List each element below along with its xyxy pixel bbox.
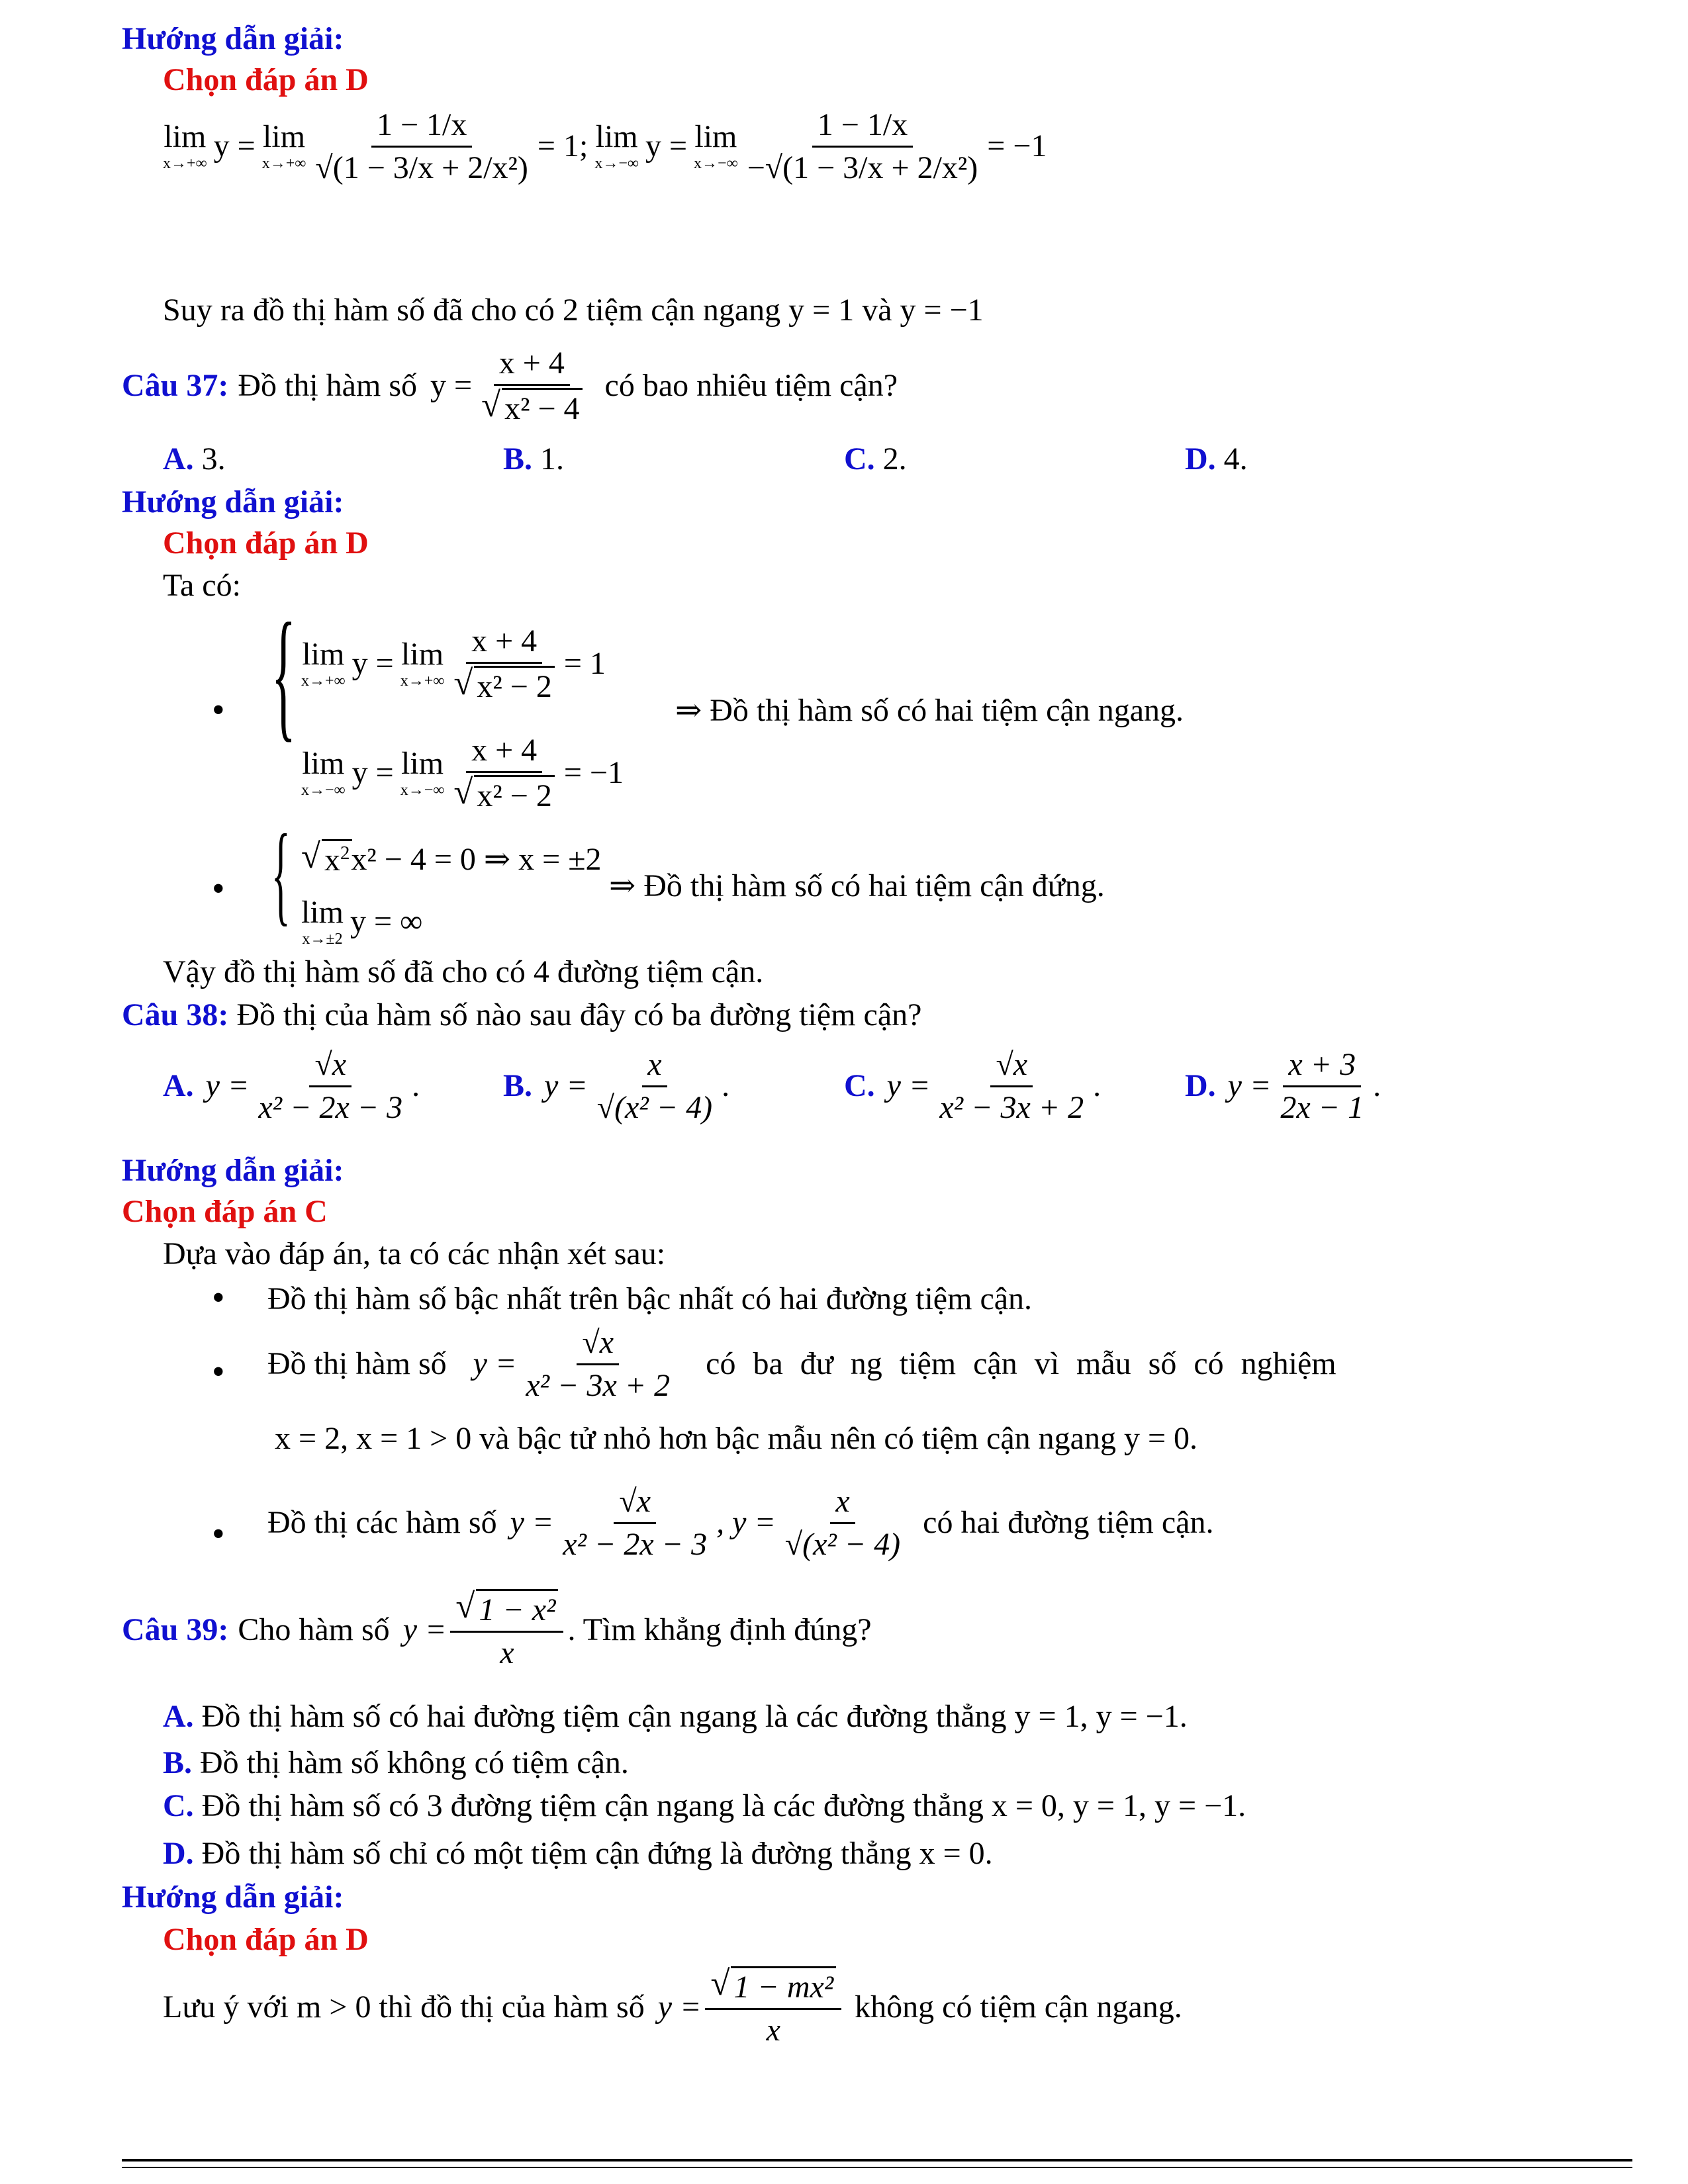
final-text: Vậy đồ thị hàm số đã cho có 4 đường tiệm cận. xyxy=(163,954,764,989)
option-a[interactable]: A. y = $\frac{√x}{\text{x² − 2x − 3}}$ . xyxy=(163,1047,420,1125)
system-line: lim x→+∞ y = lim x→+∞ x + 4 √ x² − 2 = 1 xyxy=(301,622,606,705)
solution-heading: Hướng dẫn giải: xyxy=(122,21,344,56)
lim-operator: lim x→−∞ xyxy=(594,119,639,173)
result: = 1; xyxy=(537,128,588,164)
option-d[interactable]: D. Đồ thị hàm số chỉ có một tiệm cận đứng là đường thẳng x = 0. xyxy=(163,1836,993,1871)
brace-icon: { xyxy=(271,593,296,754)
option-a[interactable]: A. Đồ thị hàm số có hai đường tiệm cận ngang là các đường thẳng y = 1, y = −1. xyxy=(163,1699,1188,1734)
lim-operator: lim x→+∞ xyxy=(163,119,207,173)
answer-choice: Chọn đáp án C xyxy=(122,1194,328,1229)
footer-divider xyxy=(122,2159,1632,2161)
option-c[interactable]: C. Đồ thị hàm số có 3 đường tiệm cận ngang là các đường thẳng x = 0, y = 1, y = −1. xyxy=(163,1788,1246,1823)
bullet-text: Đồ thị các hàm số y = $\frac{√x}{\text{x² − 2x − 3}}$ , y = $\frac{x}{\text{√(x² − 4)}}$ có hai đường tiệm cận. xyxy=(267,1484,1214,1562)
answer-choice: Chọn đáp án D xyxy=(163,525,369,561)
bullet-text-line2: x = 2, x = 1 > 0 và bậc tử nhỏ hơn bậc mẫu nên có tiệm cận ngang y = 0. xyxy=(275,1421,1198,1456)
question-text: Đồ thị hàm số xyxy=(238,368,417,404)
bullet-icon: • xyxy=(212,868,225,909)
option-c[interactable]: C. y = $\frac{√x}{\text{x² − 3x + 2}}$ . xyxy=(844,1047,1102,1125)
option-b[interactable]: B. Đồ thị hàm số không có tiệm cận. xyxy=(163,1745,629,1780)
footer-divider xyxy=(122,2167,1632,2168)
func-lhs: y = xyxy=(430,368,473,404)
option-a[interactable]: A. 3. xyxy=(163,441,226,477)
fraction: $\frac{1 - 1/x}{\text{√(1 − 3/x + 2/x²)}}$ xyxy=(315,107,528,185)
y-symbol: y = xyxy=(213,128,256,164)
solution-heading: Hướng dẫn giải: xyxy=(122,1153,344,1188)
option-b[interactable]: B. y = $\frac{x}{\text{√(x² − 4)}}$ . xyxy=(503,1047,730,1125)
option-b[interactable]: B. 1. xyxy=(503,441,565,477)
bullet-text: Đồ thị hàm số y = $\frac{√x}{\text{x² − 3x + 2}}$ có ba đư ng tiệm cận vì mẫu số có nghiệm xyxy=(267,1325,1336,1403)
bullet-text: Đồ thị hàm số bậc nhất trên bậc nhất có hai đường tiệm cận. xyxy=(267,1281,1033,1316)
option-d[interactable]: D. 4. xyxy=(1185,441,1248,477)
result: = −1 xyxy=(987,128,1047,164)
fraction: $\frac{1 - 1/x}{\text{−√(1 − 3/x + 2/x²)}}$ xyxy=(747,107,978,185)
question-37 xyxy=(122,344,898,428)
note-text: Lưu ý với m > 0 thì đồ thị của hàm số y = √ 1 − mx² x không có tiệm cận ngang. xyxy=(163,1964,1182,2048)
limit-equation xyxy=(163,106,1047,187)
system-conclusion: ⇒ Đồ thị hàm số có hai tiệm cận đứng. xyxy=(609,868,1105,903)
conclusion-text: Suy ra đồ thị hàm số đã cho có 2 tiệm cận ngang y = 1 và y = −1 xyxy=(163,293,984,328)
solution-heading: Hướng dẫn giải: xyxy=(122,1880,344,1915)
function-fraction: x + 4 √ x² − 4 xyxy=(476,344,587,428)
lim-operator: lim x→−∞ xyxy=(694,119,738,173)
system-line: √ $x^2$ x² − 4 = 0 ⇒ x = ±2 xyxy=(301,839,602,880)
y-symbol: y = xyxy=(645,128,688,164)
question-38: Câu 38: Đồ thị của hàm số nào sau đây có ba đường tiệm cận? xyxy=(122,997,922,1032)
system-conclusion: ⇒ Đồ thị hàm số có hai tiệm cận ngang. xyxy=(675,693,1184,728)
ta-co-text: Ta có: xyxy=(163,568,241,603)
question-text: có bao nhiêu tiệm cận? xyxy=(604,368,898,404)
question-label: Câu 37: xyxy=(122,368,229,404)
bullet-icon: • xyxy=(212,1351,225,1392)
system-line: lim x→−∞ y = lim x→−∞ x + 4 √ x² − 2 = −1 xyxy=(301,731,624,815)
question-39: Câu 39: Cho hàm số y = √ 1 − x² x . Tìm khẳng định đúng? xyxy=(122,1587,872,1670)
bullet-icon: • xyxy=(212,1514,225,1555)
solution-heading: Hướng dẫn giải: xyxy=(122,484,344,520)
lim-operator: lim x→+∞ xyxy=(261,119,306,173)
intro-text: Dựa vào đáp án, ta có các nhận xét sau: xyxy=(163,1236,666,1271)
option-c[interactable]: C. 2. xyxy=(844,441,907,477)
option-d[interactable]: D. y = $\frac{x + 3}{2x - 1}$ . xyxy=(1185,1047,1382,1125)
answer-choice: Chọn đáp án D xyxy=(163,1922,369,1957)
bullet-icon: • xyxy=(212,1277,225,1318)
bullet-icon: • xyxy=(212,690,225,731)
brace-icon: { xyxy=(271,811,291,936)
answer-choice: Chọn đáp án D xyxy=(163,62,369,97)
system-line: lim x→±2 y = ∞ xyxy=(301,895,423,948)
